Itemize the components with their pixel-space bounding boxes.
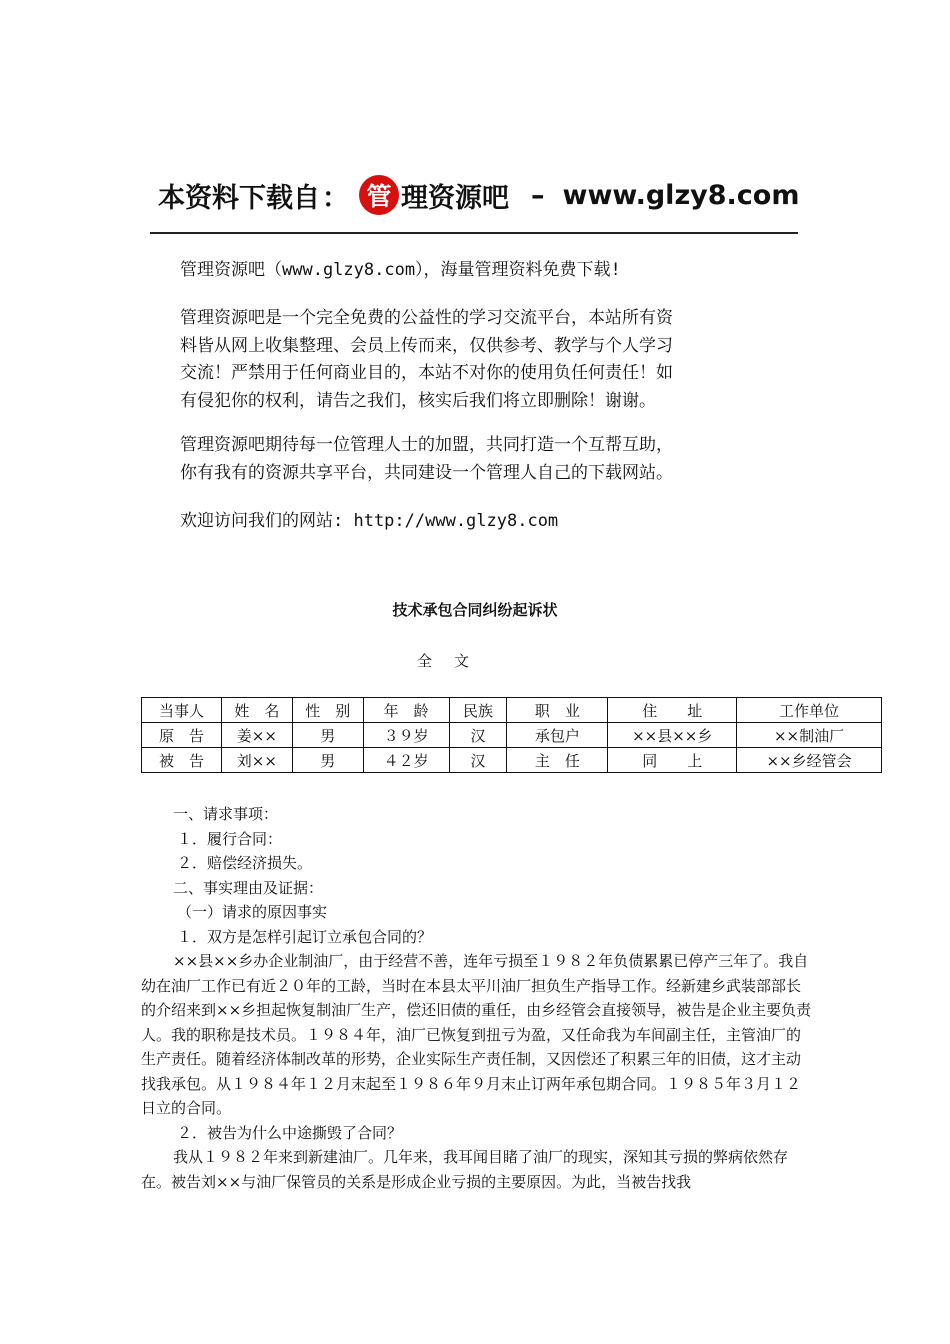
table-header-cell: 年 龄 xyxy=(363,698,449,723)
table-header-cell: 性 别 xyxy=(292,698,363,723)
banner-prefix: 本资料下载自 xyxy=(158,182,320,214)
intro-text-line: 管理资源吧期待每一位管理人士的加盟，共同打造一个互帮互助， xyxy=(180,435,673,455)
intro-paragraph-disclaimer xyxy=(180,305,800,415)
table-cell: 男 xyxy=(292,723,363,748)
intro-text-line: 管理资源吧是一个完全免费的公益性的学习交流平台，本站所有资 xyxy=(180,308,673,328)
table-header-row xyxy=(142,698,882,723)
banner-site-name: 理资源吧 xyxy=(401,182,509,214)
complaint-body xyxy=(141,802,813,1194)
intro-line xyxy=(180,257,800,285)
intro-text-line: 料皆从网上收集整理、会员上传而来，仅供参考、教学与个人学习 xyxy=(180,335,673,356)
table-header-cell: 住 址 xyxy=(608,698,737,723)
table-header-cell: 姓 名 xyxy=(221,698,292,723)
intro-text-line: 交流！严禁用于任何商业目的，本站不对你的使用负任何责任！如 xyxy=(180,363,673,383)
question-heading: ２．被告为什么中途撕毁了合同？ xyxy=(177,1123,403,1142)
table-header-cell: 工作单位 xyxy=(737,698,882,723)
table-cell: 承包户 xyxy=(507,723,608,748)
intro-headline: 管理资源吧（www.glzy8.com），海量管理资料免费下载! xyxy=(180,260,621,280)
subsection-heading: （一）请求的原因事实 xyxy=(177,903,328,921)
intro-text-line: 你有我有的资源共享平台，共同建设一个管理人自己的下载网站。 xyxy=(180,462,673,483)
banner-dash: – xyxy=(531,179,545,211)
banner-url[interactable]: www.glzy8.com xyxy=(562,179,800,211)
list-item: ２．赔偿经济损失。 xyxy=(177,854,313,872)
document-title: 技术承包合同纠纷起诉状 xyxy=(392,601,558,619)
table-cell: 主 任 xyxy=(507,748,608,773)
list-item: １．履行合同： xyxy=(177,829,283,848)
table-row xyxy=(142,723,882,748)
table-header-cell: 当事人 xyxy=(142,698,222,723)
table-header-cell: 民族 xyxy=(449,698,507,723)
table-cell: 被 告 xyxy=(142,748,222,773)
table-cell: 刘×× xyxy=(221,748,292,773)
intro-paragraph-invite xyxy=(180,432,800,487)
banner-colon: ： xyxy=(322,182,349,214)
table-cell: ××乡经管会 xyxy=(737,748,882,773)
section-heading: 二、事实理由及证据： xyxy=(173,878,324,897)
table-cell: 汉 xyxy=(449,748,507,773)
table-cell: 汉 xyxy=(449,723,507,748)
body-paragraph: ××县××乡办企业制油厂，由于经营不善，连年亏损至１９８２年负债累累已停产三年了。我自幼在油厂工作已有近２０年的工龄，当时在本县太平川油厂担负生产指导工作。经新建乡武装部部长的介绍来到××乡担起恢复制油厂生产，偿还旧债的重任，由乡经管会直接领导，被告是企业主要负责人。我的职称是技术员。１９８４年，油厂已恢复到扭亏为盈，又任命我为车间副主任，主管油厂的生产责任。随着经济体制改革的形势，企业实际生产责任制，又因偿还了积累三年的旧债，这才主动找我承包。从１９８４年１２月末起至１９８６年９月末止订两年承包期合同。１９８５年３月１２日立的合同。 xyxy=(141,952,812,1117)
document-subtitle: 全文 xyxy=(416,652,491,670)
table-row xyxy=(142,748,882,773)
table-header-cell: 职 业 xyxy=(507,698,608,723)
download-source-banner xyxy=(158,170,800,220)
section-heading: 一、请求事项： xyxy=(173,805,279,823)
table-cell: ３９岁 xyxy=(363,723,449,748)
table-cell: ××制油厂 xyxy=(737,723,882,748)
site-logo-icon: 管 xyxy=(359,175,399,215)
table-cell: ××县××乡 xyxy=(608,723,737,748)
question-heading: １．双方是怎样引起订立承包合同的？ xyxy=(177,927,433,946)
body-paragraph: 我从１９８２年来到新建油厂。几年来，我耳闻目睹了油厂的现实，深知其亏损的弊病依然存在。被告刘××与油厂保管员的关系是形成企业亏损的主要原因。为此，当被告找我 xyxy=(141,1148,789,1191)
table-cell: 同 上 xyxy=(608,748,737,773)
table-cell: 姜×× xyxy=(221,723,292,748)
banner-divider xyxy=(150,232,798,234)
visit-website-link[interactable]: 欢迎访问我们的网站: http://www.glzy8.com xyxy=(180,511,559,531)
table-cell: 原 告 xyxy=(142,723,222,748)
intro-text-line: 有侵犯你的权利，请告之我们，核实后我们将立即删除！谢谢。 xyxy=(180,390,656,411)
table-cell: 男 xyxy=(292,748,363,773)
parties-table xyxy=(141,697,882,773)
table-cell: ４２岁 xyxy=(363,748,449,773)
intro-visit xyxy=(180,508,800,536)
